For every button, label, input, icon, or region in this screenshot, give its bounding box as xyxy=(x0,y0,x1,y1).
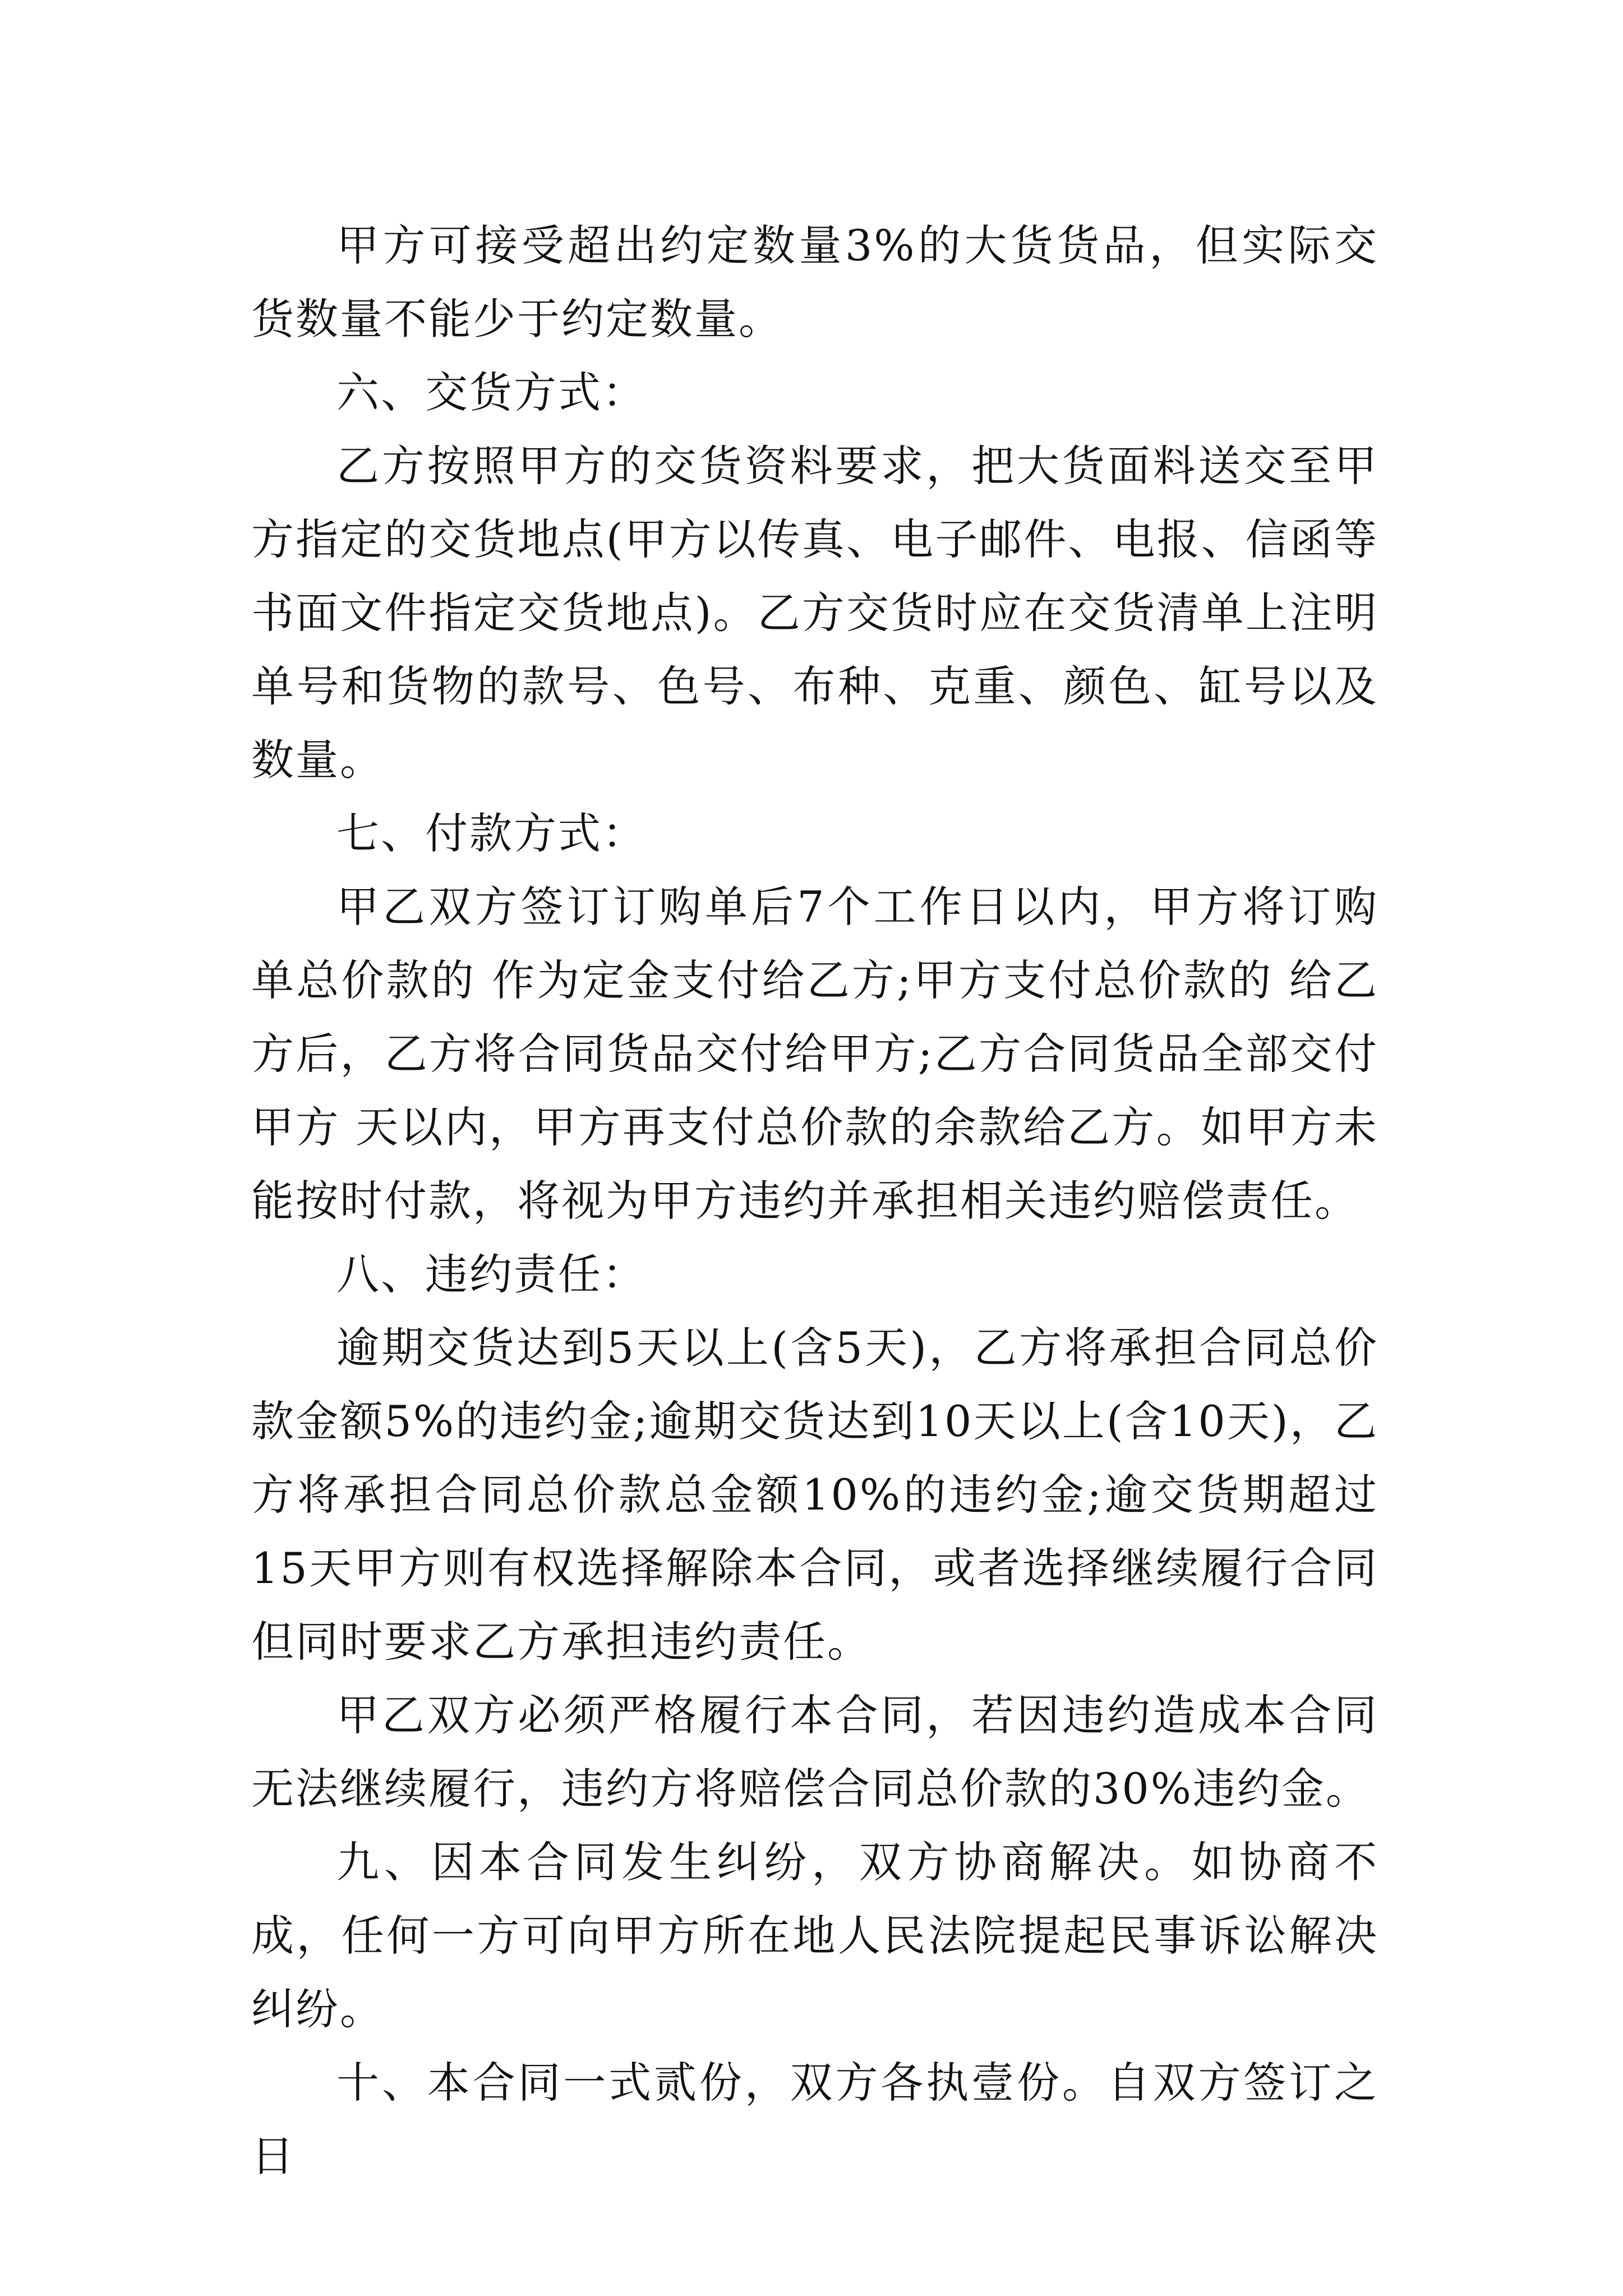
paragraph-delivery-details: 乙方按照甲方的交货资料要求，把大货面料送交至甲方指定的交货地点(甲方以传真、电子邮件、电报、信函等书面文件指定交货地点)。乙方交货时应在交货清单上注明单号和货物的款号、色号、布种、克重、颜色、缸号以及数量。 xyxy=(251,441,1378,785)
heading-breach-liability: 八、违约责任： xyxy=(336,1249,647,1299)
heading-payment-method: 七、付款方式： xyxy=(336,808,647,858)
paragraph-dispute-resolution: 九、因本合同发生纠纷，双方协商解决。如协商不成，任何一方可向甲方所在地人民法院提起民事诉讼解决 纠纷。 xyxy=(251,1837,1378,2034)
document-body xyxy=(251,209,1378,2193)
paragraph-quantity-tolerance: 甲方可接受超出约定数量3%的大货货品，但实际交货数量不能少于约定数量。 xyxy=(251,220,1378,344)
paragraph-late-delivery-penalty: 逾期交货达到5天以上(含5天)，乙方将承担合同总价款金额5%的违约金;逾期交货达到10天以上(含10天)，乙方将承担合同总价款总金额10%的违约金;逾交货期超过15天甲方则有权选择解除本合同，或者选择继续履行合同但同时要求乙方承担违约责任。 xyxy=(251,1323,1378,1667)
paragraph-copies-effective: 十、本合同一式贰份，双方各执壹份。自双方签订之日 xyxy=(251,2058,1378,2181)
heading-delivery-method: 六、交货方式： xyxy=(336,367,647,417)
paragraph-payment-details: 甲乙双方签订订购单后7个工作日以内，甲方将订购单总价款的 作为定金支付给乙方;甲方支付总价款的 给乙方后，乙方将合同货品交付给甲方;乙方合同货品全部交付甲方 天以内，甲方再支付总价款的余款给乙方。如甲方未能按时付款，将视为甲方违约并承担相关违约赔偿责任。 xyxy=(251,882,1378,1226)
paragraph-breach-penalty: 甲乙双方必须严格履行本合同，若因违约造成本合同无法继续履行，违约方将赔偿合同总价款的30%违约金。 xyxy=(251,1690,1378,1814)
